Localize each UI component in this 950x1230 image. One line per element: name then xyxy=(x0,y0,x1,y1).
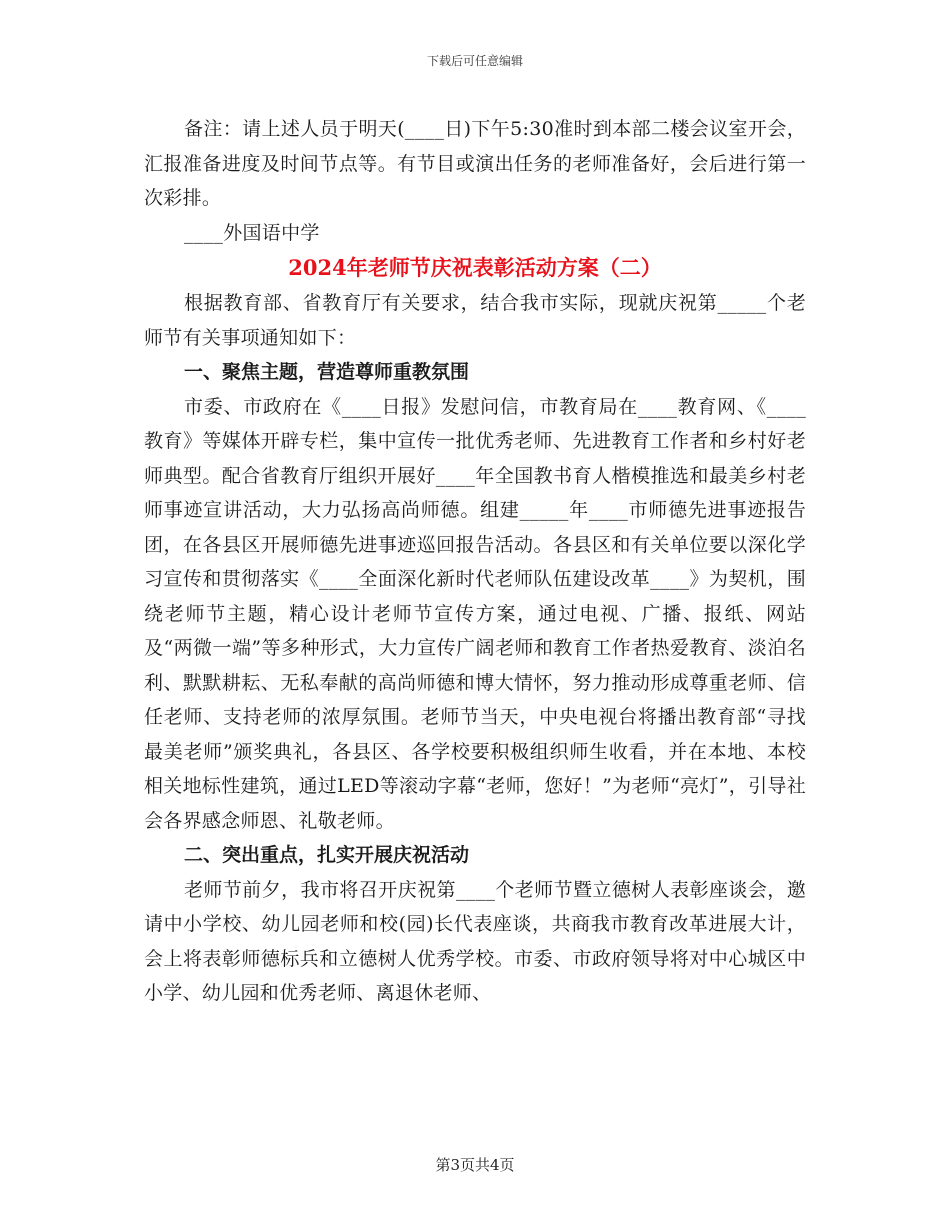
section-1-heading: 一、聚焦主题，营造尊师重教氛围 xyxy=(184,361,470,383)
intro-paragraph: 根据教育部、省教育厅有关要求，结合我市实际，现就庆祝第_____个老师节有关事项通知如下： xyxy=(144,292,806,349)
page-header: 下载后可任意编辑 xyxy=(426,54,523,68)
document-title: 2024年老师节庆祝表彰活动方案（二） xyxy=(288,255,662,280)
section-2-paragraph: 老师节前夕，我市将召开庆祝第____个老师节暨立德树人表彰座谈会，邀请中小学校、幼儿园老师和校(园)长代表座谈，共商我市教育改革进展大计，会上将表彰师德标兵和立德树人优秀学校。市委、市政府领导将对中心城区中小学、幼儿园和优秀老师、离退休老师、 xyxy=(144,878,806,1004)
signature-line: ____外国语中学 xyxy=(184,221,320,244)
document-body xyxy=(144,112,806,1011)
section-1-paragraph: 市委、市政府在《____日报》发慰问信，市教育局在____教育网、《____教育》等媒体开辟专栏，集中宣传一批优秀老师、先进教育工作者和乡村好老师典型。配合省教育厅组织开展好____年全国教书育人楷模推选和最美乡村老师事迹宣讲活动，大力弘扬高尚师德。组建_____年____市师德先进事迹报告团，在各县区开展师德先进事迹巡回报告活动。各县区和有关单位要以深化学习宣传和贯彻落实《____全面深化新时代老师队伍建设改革____》为契机，围绕老师节主题，精心设计老师节宣传方案，通过电视、广播、报纸、网站及“两微一端”等多种形式，大力宣传广阔老师和教育工作者热爱教育、淡泊名利、默默耕耘、无私奉献的高尚师德和博大情怀，努力推动形成尊重老师、信任老师、支持老师的浓厚氛围。老师节当天，中央电视台将播出教育部“寻找最美老师”颁奖典礼，各县区、各学校要积极组织师生收看，并在本地、本校相关地标性建筑，通过LED等滚动字幕“老师，您好！”为老师“亮灯”，引导社会各界感念师恩、礼敬老师。 xyxy=(144,395,806,832)
note-paragraph: 备注：请上述人员于明天(____日)下午5:30准时到本部二楼会议室开会，汇报准备进度及时间节点等。有节目或演出任务的老师准备好，会后进行第一次彩排。 xyxy=(144,118,806,209)
page-number: 第3页共4页 xyxy=(435,1156,515,1174)
section-2-heading: 二、突出重点，扎实开展庆祝活动 xyxy=(184,844,470,866)
